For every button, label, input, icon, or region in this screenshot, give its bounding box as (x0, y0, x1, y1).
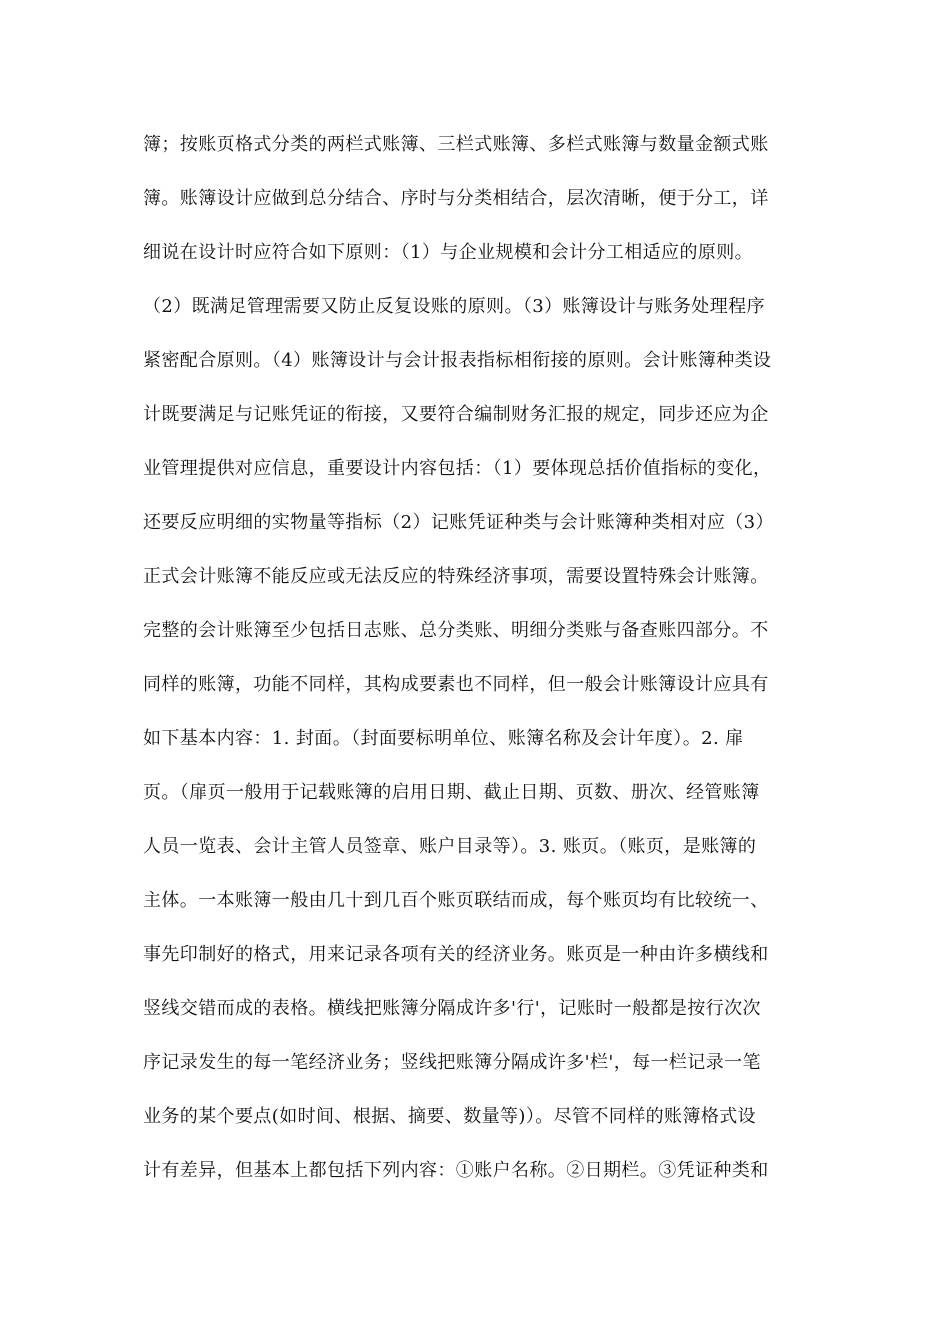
text-line: 簿。账簿设计应做到总分结合、序时与分类相结合，层次清晰，便于分工，详 (143, 188, 769, 209)
text-line: 同样的账簿，功能不同样，其构成要素也不同样，但一般会计账簿设计应具有 (143, 674, 769, 695)
text-line: 簿；按账页格式分类的两栏式账簿、三栏式账簿、多栏式账簿与数量金额式账 (143, 134, 769, 155)
text-line: 计有差异，但基本上都包括下列内容：①账户名称。②日期栏。③凭证种类和 (143, 1160, 769, 1181)
text-line: 业管理提供对应信息，重要设计内容包括：（1）要体现总括价值指标的变化， (143, 458, 772, 479)
text-line: 正式会计账簿不能反应或无法反应的特殊经济事项，需要设置特殊会计账簿。 (143, 566, 769, 587)
text-line: 细说在设计时应符合如下原则：（1）与企业规模和会计分工相适应的原则。 (143, 242, 754, 263)
text-line: 完整的会计账簿至少包括日志账、总分类账、明细分类账与备查账四部分。不 (143, 620, 769, 641)
text-line: 业务的某个要点(如时间、根据、摘要、数量等)）。尽管不同样的账簿格式设 (143, 1106, 757, 1127)
text-line: 如下基本内容：1. 封面。（封面要标明单位、账簿名称及会计年度）。2. 扉 (143, 728, 744, 749)
text-line: 紧密配合原则。（4）账簿设计与会计报表指标相衔接的原则。会计账簿种类设 (143, 350, 772, 371)
text-line: （2）既满足管理需要又防止反复设账的原则。（3）账簿设计与账务处理程序 (143, 296, 765, 317)
text-line: 还要反应明细的实物量等指标（2）记账凭证种类与会计账簿种类相对应（3） (143, 512, 774, 533)
text-line: 人员一览表、会计主管人员签章、账户目录等）。3. 账页。（账页，是账簿的 (143, 836, 757, 857)
text-line: 计既要满足与记账凭证的衔接，又要符合编制财务汇报的规定，同步还应为企 (143, 404, 769, 425)
text-line: 序记录发生的每一笔经济业务；竖线把账簿分隔成许多'栏'，每一栏记录一笔 (143, 1052, 761, 1073)
text-line: 主体。一本账簿一般由几十到几百个账页联结而成，每个账页均有比较统一、 (143, 890, 769, 911)
text-line: 页。（扉页一般用于记载账簿的启用日期、截止日期、页数、册次、经管账簿 (143, 782, 760, 803)
text-line: 事先印制好的格式，用来记录各项有关的经济业务。账页是一种由许多横线和 (143, 944, 769, 965)
body-text (143, 118, 803, 1198)
text-line: 竖线交错而成的表格。横线把账簿分隔成许多'行'，记账时一般都是按行次次 (143, 998, 761, 1019)
